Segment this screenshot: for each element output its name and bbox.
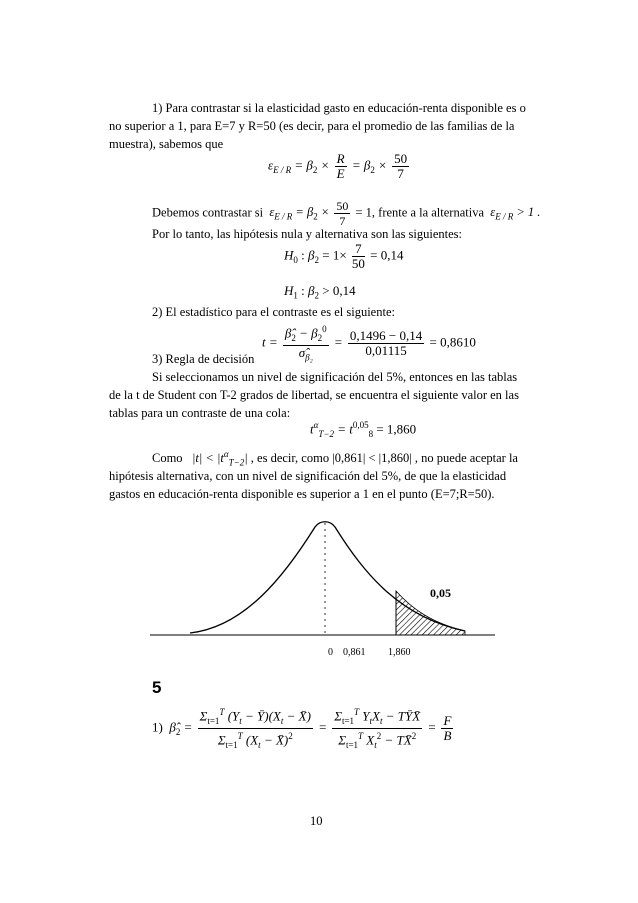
section3-line2: de la t de Student con T-2 grados de libertad, se encuentra el siguiente valor en las [109,388,519,402]
rhs-denominator: B [443,727,452,743]
density-curve [190,522,465,633]
t-stat-numerator: 0,1496 − 0,14 [349,327,423,343]
t-stat-denominator: 0,01115 [365,342,407,358]
rhs-numerator: F [443,712,452,728]
como-values: |0,861| < |1,860| [332,451,412,466]
equation-beta2: 1) $\betâ_2$ = $\frac{\Sigma_{t=1}^T (Y_t - Ȳ)(X_t - X̄)}{\Sigma_{t=1}^T (X_t - X̄)^2}$ = $\frac{\Sigma_{t=1}^T Y_tX_t - TȲX̄}{\Sigma_{t=1}^T X_t^2 - TX̄^2}$ = $\frac{F}{B}$ [152,707,452,750]
tick-label-1860: 1,860 [388,647,411,658]
tick-label-0861: 0,861 [343,647,366,658]
como-suffix: , no puede aceptar la [414,451,518,466]
equation-elasticity: $\varepsilon_{E / R} = \beta_2$ × $\frac{R}{E}$ = $\beta_2$ × $\frac{50}{7}$ [268,151,408,181]
hypothesis-h0: $H_0$ : $\beta_2 = 1\times$ $\frac{7}{50}$ = 0,14 [284,241,404,271]
section2-text: 2) El estadístico para el contraste es el siguiente: [152,305,395,319]
page-number: 10 [310,814,323,828]
como-prefix: Como [152,451,183,466]
para2-prefix: Debemos contrastar si [152,205,264,220]
equation-t-statistic: t = $\frac{\betâ_2 - \beta_2^0}{\sigmâ_{\beta_2}}$ = $\frac{0,1496 - 0,14}{0,01115}$ = 0,8610 [262,324,476,363]
tick-label-0: 0 [328,647,333,658]
para3: Por lo tanto, las hipótesis nula y alternativa son las siguientes: [152,227,463,241]
t-stat-result: = 0,8610 [429,334,476,350]
section3-line1: Si seleccionamos un nivel de significación del 5%, entonces en las tablas [152,370,518,384]
como-middle: , es decir, como [250,451,330,466]
para1-line2: no superior a 1, para E=7 y R=50 (es decir, para el promedio de las familias de la [109,119,515,133]
conclusion-line1: hipótesis alternativa, con un nivel de significación del 5%, de que la elasticidad [109,469,507,483]
conclusion-line2: gastos en educación-renta disponible es superior a 1 en el punto (E=7;R=50). [109,487,495,501]
equation-critical-value: $t^\alpha_{T-2} = t^{0,05}_8 = 1,860$ [310,420,417,439]
para2: Debemos contrastar si $\varepsilon_{E / R} = \beta_2$ × $\frac{50}{7}$ = 1, frente a la alternativa $\varepsilon_{E / R} > 1$ . [152,199,541,228]
critical-value: = 1,860 [376,421,417,437]
hypothesis-h1: $H_1$ : $\beta_2 > 0,14$ [284,283,356,301]
como-line: Como $|t| < |t^\alpha_{T-2}|$ , es decir, como |0,861| < |1,860| , no puede aceptar la [152,449,518,468]
section3-title: 3) Regla de decisión [152,352,255,366]
para1-line3: muestra), sabemos que [109,137,224,151]
section3-line3: tablas para un contraste de una cola: [109,406,291,420]
item-number: 1) [152,719,163,735]
para2-middle: = 1, frente a la alternativa [355,205,485,220]
para1-line1: 1) Para contrastar si la elasticidad gasto en educación-renta disponible es o [152,101,526,115]
alpha-label: 0,05 [430,586,451,600]
t-distribution-chart [150,505,500,665]
section5-heading: 5 [152,678,162,697]
